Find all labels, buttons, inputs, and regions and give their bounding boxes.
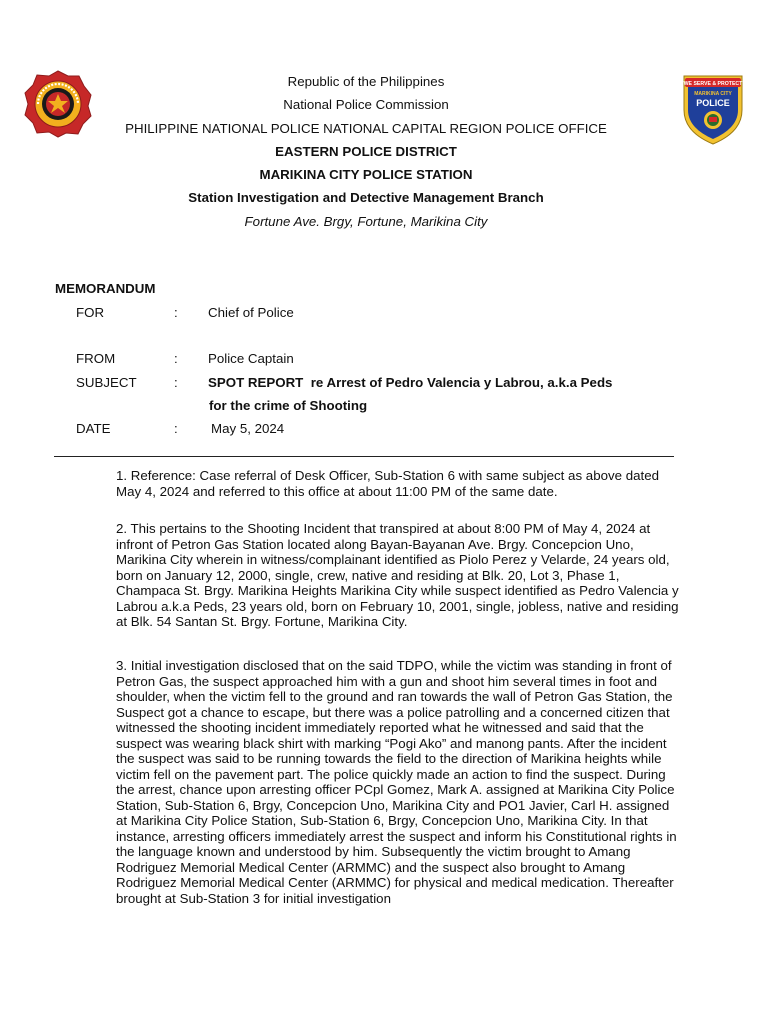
from-value: Police Captain — [208, 351, 294, 366]
svg-text:POLICE: POLICE — [696, 98, 730, 108]
for-colon: : — [174, 305, 178, 320]
letterhead — [96, 70, 636, 233]
divider-line — [54, 456, 674, 457]
date-value: May 5, 2024 — [211, 421, 285, 436]
date-label: DATE — [76, 421, 111, 436]
paragraph-investigation: 3. Initial investigation disclosed that on the said TDPO, while the victim was standing in front of Petron Gas, the suspect approached him with a gun and shoot him several times in foot and shoulder, when the victim fell to the ground and ran towards the wall of Petron Gas Station, the Suspect got a chance to escape, but there was a police patrolling and a concerned citizen that witnessed the shooting incident immediately reported what he witnessed and said that the suspect was wearing black shirt with marking “Pogi Ako” and manong pants. After the incident the suspect was said to be running towards the field to the direction of Marikina heights while victim fell on the pavement part. The police quickly made an action to find the suspect. During the arrest, chance upon arresting officer PCpl Gomez, Mark A. assigned at Marikina City Police Station, Sub-Station 6, Brgy, Concepcion Uno, Marikina City and PO1 Javier, Carl H. assigned at Marikina City Police Station, Sub-Station 6, Brgy, Concepcion Uno, Marikina City. In that instance, arresting officers immediately arrest the suspect and inform his Constitutional rights in the language known and understood by him. Subsequently the victim brought to Amang Rodriguez Memorial Medical Center (ARMMC) and the suspect also brought to Amang Rodriguez Memorial Medical Center (ARMMC) for physical and medical medication. Thereafter brought at Sub-Station 3 for initial investigation — [116, 658, 677, 906]
subject-value-line2: for the crime of Shooting — [209, 398, 368, 413]
pnp-seal-icon — [24, 70, 92, 138]
paragraph-incident: 2. This pertains to the Shooting Incident that transpired at about 8:00 PM of May 4, 2024 at infront of Petron Gas Station located along Bayan-Bayanan Ave. Brgy. Concepcion Uno, Marikina City wherein in witness/complainant identified as Piolo Perez y Velarde, 24 years old, born on January 12, 2000, single, crew, native and residing at Blk. 20, Lot 3, Phase 1, Champaca St. Brgy. Marikina Heights Marikina City while suspect identified as Pedro Valencia y Labrou a.k.a Peds, 23 years old, born on February 10, 2001, single, jobless, native and residing at Blk. 54 Santan St. Brgy. Fortune, Marikina City. — [116, 521, 679, 629]
header-republic: Republic of the Philippines — [287, 74, 445, 89]
paragraph-reference: 1. Reference: Case referral of Desk Officer, Sub-Station 6 with same subject as above dated May 4, 2024 and referred to this office at about 11:00 PM of the same date. — [116, 468, 659, 499]
svg-text:WE SERVE & PROTECT: WE SERVE & PROTECT — [683, 81, 743, 87]
svg-text:MARIKINA CITY: MARIKINA CITY — [694, 91, 732, 97]
for-value: Chief of Police — [208, 305, 294, 320]
subject-label: SUBJECT — [76, 375, 137, 390]
header-branch: Station Investigation and Detective Management Branch — [188, 190, 544, 206]
marikina-police-badge-icon — [678, 70, 748, 146]
header-station: MARIKINA CITY POLICE STATION — [259, 167, 473, 183]
memo-title: MEMORANDUM — [55, 281, 156, 296]
from-colon: : — [174, 351, 178, 366]
subject-colon: : — [174, 375, 178, 390]
header-napolcom: National Police Commission — [283, 97, 449, 113]
pnp-seal-logo — [24, 70, 92, 138]
subject-value-line1: SPOT REPORT re Arrest of Pedro Valencia y Labrou, a.k.a Peds — [208, 375, 613, 390]
from-label: FROM — [76, 351, 116, 366]
header-address: Fortune Ave. Brgy, Fortune, Marikina City — [244, 213, 488, 229]
header-district: EASTERN POLICE DISTRICT — [275, 143, 457, 159]
date-colon: : — [174, 421, 178, 436]
marikina-police-badge-logo — [678, 70, 748, 146]
header-pnp-ncrpo: PHILIPPINE NATIONAL POLICE NATIONAL CAPITAL REGION POLICE OFFICE — [125, 120, 607, 136]
for-label: FOR — [76, 305, 105, 320]
